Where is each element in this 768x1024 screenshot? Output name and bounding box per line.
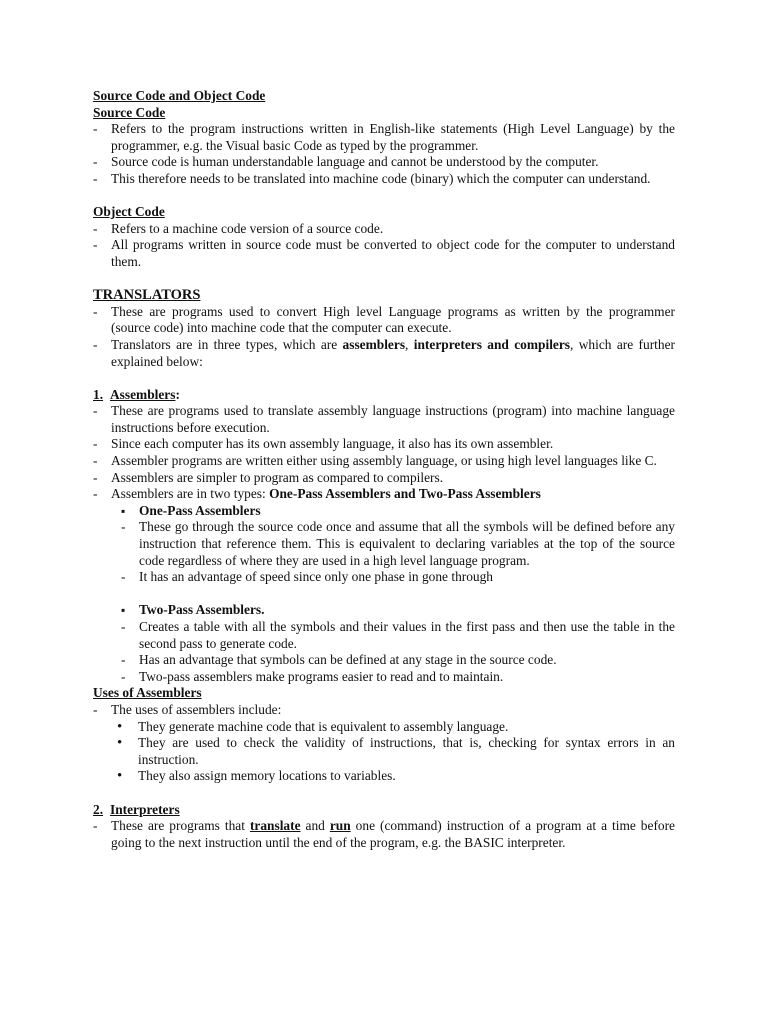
interpreters-list bbox=[93, 818, 675, 851]
list-item: - Refers to the program instructions written in English-like statements (High Level Language) by the programmer, e.g. the Visual basic Code as typed by the programmer. bbox=[93, 121, 675, 154]
source-code-heading: Source Code bbox=[93, 104, 166, 120]
two-pass-heading: ▪ Two-Pass Assemblers. bbox=[121, 602, 675, 619]
list-item: • They are used to check the validity of instructions, that is, checking for syntax errors in an instruction. bbox=[115, 735, 675, 768]
list-item: - Translators are in three types, which are assemblers, interpreters and compilers, which are further explained below: bbox=[93, 337, 675, 370]
assemblers-term: assemblers bbox=[342, 336, 406, 352]
one-pass-list bbox=[121, 519, 675, 585]
list-item: - Assemblers are simpler to program as compared to compilers. bbox=[93, 470, 675, 487]
list-item: - These are programs that translate and run one (command) instruction of a program at a time before going to the next instruction until the end of the program, e.g. the BASIC interpreter. bbox=[93, 818, 675, 851]
object-code-list bbox=[93, 221, 675, 271]
list-item: - Source code is human understandable language and cannot be understood by the computer. bbox=[93, 154, 675, 171]
one-pass-section bbox=[121, 503, 675, 686]
list-item: - These go through the source code once and assume that all the symbols will be defined before any instruction that reference them. This is equivalent to declaring variables at the top of the source code regardless of where they are used in a high level language program. bbox=[121, 519, 675, 569]
list-item: - Assembler programs are written either using assembly language, or using high level languages like C. bbox=[93, 453, 675, 470]
list-item: - Since each computer has its own assembly language, it also has its own assembler. bbox=[93, 436, 675, 453]
object-code-heading: Object Code bbox=[93, 204, 165, 220]
interpreters-heading: 2. Interpreters bbox=[93, 801, 180, 817]
uses-bullets bbox=[115, 719, 675, 785]
interpreters-compilers-term: interpreters and compilers bbox=[413, 336, 571, 352]
uses-heading: Uses of Assemblers bbox=[93, 685, 202, 701]
source-code-list bbox=[93, 121, 675, 187]
list-item: • They also assign memory locations to variables. bbox=[115, 768, 675, 785]
run-term: run bbox=[329, 818, 351, 834]
list-item: - All programs written in source code must be converted to object code for the computer to understand them. bbox=[93, 237, 675, 270]
uses-list bbox=[93, 702, 675, 719]
list-item: • They generate machine code that is equivalent to assembly language. bbox=[115, 719, 675, 736]
section-number: 2. bbox=[93, 801, 104, 817]
list-item: - It has an advantage of speed since only one phase in gone through bbox=[121, 569, 675, 586]
two-pass-list bbox=[121, 619, 675, 685]
translators-heading: TRANSLATORS bbox=[93, 287, 201, 304]
assemblers-heading: 1. Assemblers: bbox=[93, 386, 180, 402]
translate-term: translate bbox=[249, 818, 301, 834]
page-title: Source Code and Object Code bbox=[93, 88, 266, 103]
document-content bbox=[93, 88, 675, 851]
list-item: - Has an advantage that symbols can be defined at any stage in the source code. bbox=[121, 652, 675, 669]
list-item: - These are programs used to translate assembly language instructions (program) into machine language instructions before execution. bbox=[93, 403, 675, 436]
translators-list bbox=[93, 304, 675, 370]
assemblers-list bbox=[93, 403, 675, 503]
one-pass-heading: ▪ One-Pass Assemblers bbox=[121, 503, 675, 520]
list-item: - Assemblers are in two types: One-Pass Assemblers and Two-Pass Assemblers bbox=[93, 486, 675, 503]
list-item: - This therefore needs to be translated into machine code (binary) which the computer can understand. bbox=[93, 171, 675, 188]
section-number: 1. bbox=[93, 386, 104, 402]
list-item: - Creates a table with all the symbols and their values in the first pass and then use the table in the second pass to generate code. bbox=[121, 619, 675, 652]
list-item: - Two-pass assemblers make programs easier to read and to maintain. bbox=[121, 669, 675, 686]
list-item: - These are programs used to convert High level Language programs as written by the programmer (source code) into machine code that the computer can execute. bbox=[93, 304, 675, 337]
list-item: - The uses of assemblers include: bbox=[93, 702, 675, 719]
list-item: - Refers to a machine code version of a source code. bbox=[93, 221, 675, 238]
